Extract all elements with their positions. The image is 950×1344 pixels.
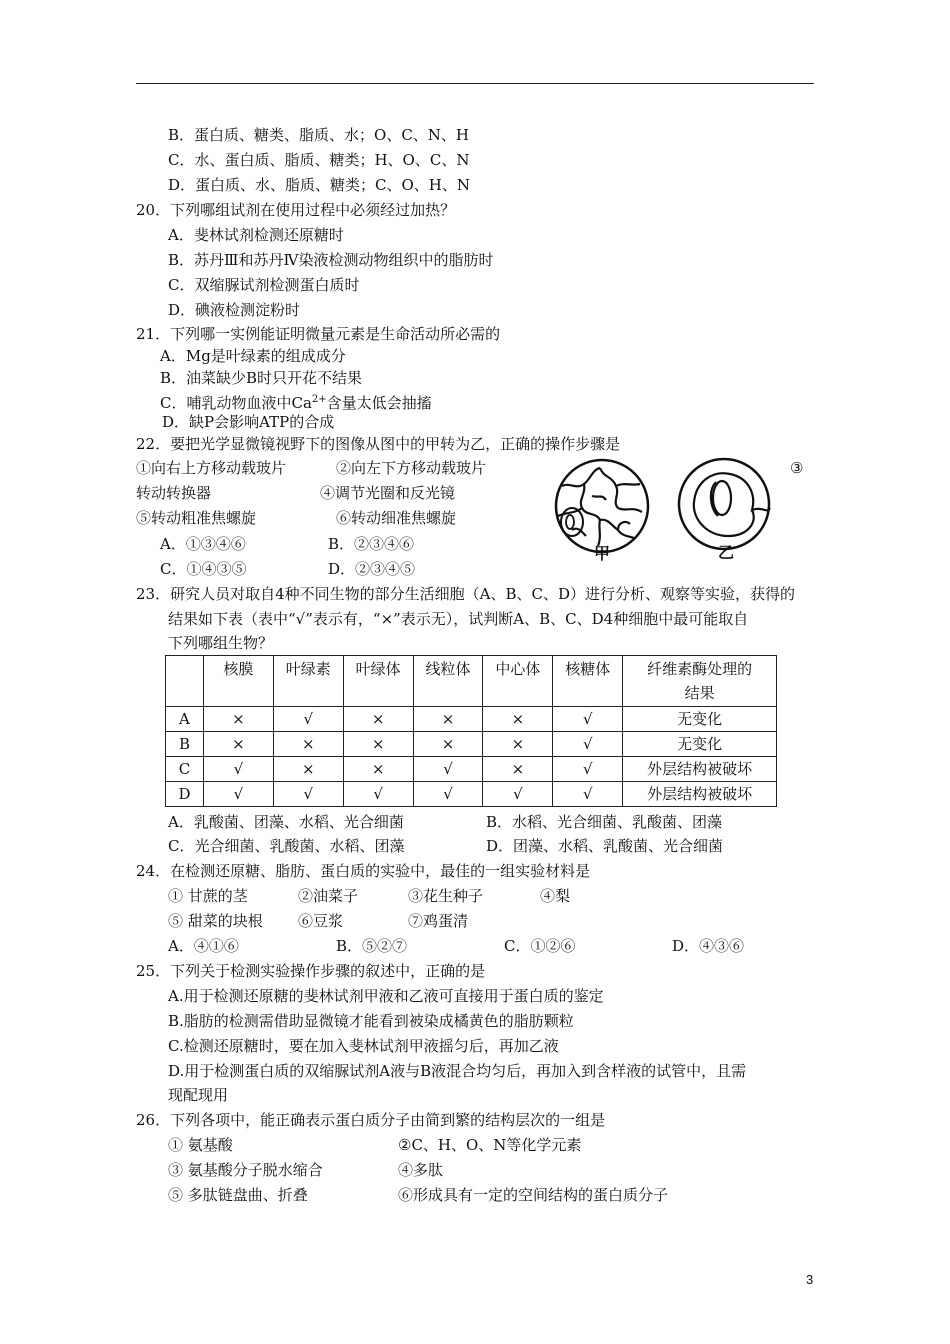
figure-label-jia: 甲	[594, 544, 611, 563]
microscope-fields-illustration	[552, 456, 782, 568]
q19-option-d: D．蛋白质、水、脂质、糖类；C、O、H、N	[168, 176, 471, 194]
table-header-cell: 线粒体	[413, 656, 483, 707]
q24-option-d: D．④③⑥	[672, 937, 745, 955]
page-number: 3	[806, 1272, 814, 1287]
q24-material-1: ① 甘蔗的茎	[168, 887, 248, 905]
table-cell: D	[166, 782, 204, 807]
q22-step-3: 转动转换器	[136, 484, 212, 502]
q21-option-c: C．哺乳动物血液中$Ca^{2+}$含量太低会抽搐	[160, 394, 432, 412]
table-row	[166, 707, 777, 732]
table-cell: √	[553, 732, 623, 757]
q22-stem: 22．要把光学显微镜视野下的图像从图中的甲转为乙，正确的操作步骤是	[136, 435, 621, 453]
figure-label-yi: 乙	[718, 543, 735, 562]
table-row	[166, 732, 777, 757]
table-cell: √	[273, 782, 343, 807]
q26-stem: 26．下列各项中，能正确表示蛋白质分子由简到繁的结构层次的一组是	[136, 1111, 606, 1129]
table-cell: ×	[483, 732, 553, 757]
table-cell: ×	[343, 707, 413, 732]
table-header-cell: 核膜	[203, 656, 273, 707]
q21-option-a: A．Mg是叶绿素的组成成分	[160, 347, 346, 365]
table-cell: ×	[273, 757, 343, 782]
table-cell: ×	[413, 707, 483, 732]
table-cell: A	[166, 707, 204, 732]
q24-material-3: ③花生种子	[408, 887, 484, 905]
q25-option-b: B.脂肪的检测需借助显微镜才能看到被染成橘黄色的脂肪颗粒	[168, 1012, 574, 1030]
q25-stem: 25．下列关于检测实验操作步骤的叙述中，正确的是	[136, 962, 486, 980]
field-jia	[556, 460, 648, 552]
q22-option-a: A．①③④⑥	[160, 535, 246, 553]
q24-material-2: ②油菜子	[298, 887, 359, 905]
table-cell: ×	[483, 707, 553, 732]
table-header-cell	[166, 656, 204, 707]
q22-step-3-mark: ③	[790, 459, 804, 477]
table-cell: B	[166, 732, 204, 757]
table-header-cell: 叶绿体	[343, 656, 413, 707]
q23-stem-line2: 结果如下表（表中“√”表示有，“×”表示无），试判断A、B、C、D4种细胞中最可能取自	[168, 610, 749, 628]
q21-option-b: B．油菜缺少B时只开花不结果	[160, 369, 363, 387]
q21-stem: 21．下列哪一实例能证明微量元素是生命活动所必需的	[136, 325, 501, 343]
q21-option-d: D．缺P会影响ATP的合成	[162, 413, 335, 431]
table-cell: ×	[343, 732, 413, 757]
q20-option-b: B．苏丹Ⅲ和苏丹Ⅳ染液检测动物组织中的脂肪时	[168, 251, 494, 269]
table-cell: 外层结构被破坏	[623, 782, 777, 807]
table-row	[166, 757, 777, 782]
q25-option-a: A.用于检测还原糖的斐林试剂甲液和乙液可直接用于蛋白质的鉴定	[168, 987, 604, 1005]
q22-step-4: ④调节光圈和反光镜	[320, 484, 456, 502]
table-cell: ×	[343, 757, 413, 782]
table-row	[166, 782, 777, 807]
table-header-cell: 叶绿素	[273, 656, 343, 707]
table-cell: √	[413, 782, 483, 807]
table-cell: √	[553, 707, 623, 732]
q22-option-b: B．②③④⑥	[328, 535, 415, 553]
q23-stem-line3: 下列哪组生物？	[168, 634, 274, 652]
cell-structure-table	[165, 655, 777, 807]
q22-option-d: D．②③④⑤	[328, 560, 416, 578]
q26-item-6: ⑥形成具有一定的空间结构的蛋白质分子	[398, 1186, 669, 1204]
table-header-cell: 中心体	[483, 656, 553, 707]
table-header-cell: 纤维素酶处理的结果	[623, 656, 777, 707]
table-cell: √	[553, 782, 623, 807]
q26-item-1: ① 氨基酸	[168, 1136, 233, 1154]
table-cell: 外层结构被破坏	[623, 757, 777, 782]
header-rule	[136, 83, 814, 84]
q23-option-d: D．团藻、水稻、乳酸菌、光合细菌	[486, 837, 724, 855]
q26-item-5: ⑤ 多肽链盘曲、折叠	[168, 1186, 308, 1204]
table-cell: ×	[203, 707, 273, 732]
q22-step-6: ⑥转动细准焦螺旋	[336, 509, 457, 527]
microscope-figure	[552, 456, 782, 568]
table-cell: √	[483, 782, 553, 807]
q24-material-7: ⑦鸡蛋清	[408, 912, 469, 930]
table-cell: ×	[413, 732, 483, 757]
table-cell: √	[343, 782, 413, 807]
q24-material-4: ④梨	[540, 887, 571, 905]
q20-option-c: C．双缩脲试剂检测蛋白质时	[168, 276, 360, 294]
table-cell: ×	[203, 732, 273, 757]
table-cell: C	[166, 757, 204, 782]
q26-item-2: ②C、H、O、N等化学元素	[398, 1136, 582, 1154]
table-cell: ×	[273, 732, 343, 757]
q24-material-5: ⑤ 甜菜的块根	[168, 912, 263, 930]
q19-option-b: B．蛋白质、糖类、脂质、水；O、C、N、H	[168, 126, 470, 144]
table-cell: 无变化	[623, 732, 777, 757]
q25-option-c: C.检测还原糖时，要在加入斐林试剂甲液摇匀后，再加乙液	[168, 1037, 559, 1055]
q23-option-a: A．乳酸菌、团藻、水稻、光合细菌	[168, 813, 404, 831]
q23-option-c: C．光合细菌、乳酸菌、水稻、团藻	[168, 837, 405, 855]
q23-option-b: B．水稻、光合细菌、乳酸菌、团藻	[486, 813, 723, 831]
table-cell: √	[203, 757, 273, 782]
q25-option-d: D.用于检测蛋白质的双缩脲试剂A液与B液混合均匀后，再加入到含样液的试管中，且需	[168, 1062, 747, 1080]
q19-option-c: C．水、蛋白质、脂质、糖类；H、O、C、N	[168, 151, 470, 169]
q24-option-c: C．①②⑥	[504, 937, 576, 955]
q24-material-6: ⑥豆浆	[298, 912, 344, 930]
q22-option-c: C．①④③⑤	[160, 560, 247, 578]
q24-stem: 24．在检测还原糖、脂肪、蛋白质的实验中，最佳的一组实验材料是	[136, 862, 591, 880]
q24-option-b: B．⑤②⑦	[336, 937, 408, 955]
q20-stem: 20．下列哪组试剂在使用过程中必须经过加热？	[136, 201, 456, 219]
q26-item-4: ④多肽	[398, 1161, 444, 1179]
q22-step-2: ②向左下方移动载玻片	[336, 459, 487, 477]
q26-item-3: ③ 氨基酸分子脱水缩合	[168, 1161, 323, 1179]
table-header-row	[166, 656, 777, 707]
q20-option-d: D．碘液检测淀粉时	[168, 301, 301, 319]
q23-stem-line1: 23．研究人员对取自4种不同生物的部分生活细胞（A、B、C、D）进行分析、观察等实验，获得的	[136, 585, 795, 603]
table-cell: √	[413, 757, 483, 782]
field-yi	[679, 459, 770, 549]
q22-step-5: ⑤转动粗准焦螺旋	[136, 509, 257, 527]
table-cell: √	[203, 782, 273, 807]
table-cell: ×	[483, 757, 553, 782]
table-cell: √	[273, 707, 343, 732]
q25-option-d-cont: 现配现用	[168, 1086, 229, 1104]
table-cell: 无变化	[623, 707, 777, 732]
q22-step-1: ①向右上方移动载玻片	[136, 459, 287, 477]
table-header-cell: 核糖体	[553, 656, 623, 707]
table-cell: √	[553, 757, 623, 782]
q20-option-a: A．斐林试剂检测还原糖时	[168, 226, 344, 244]
q24-option-a: A．④①⑥	[168, 937, 239, 955]
